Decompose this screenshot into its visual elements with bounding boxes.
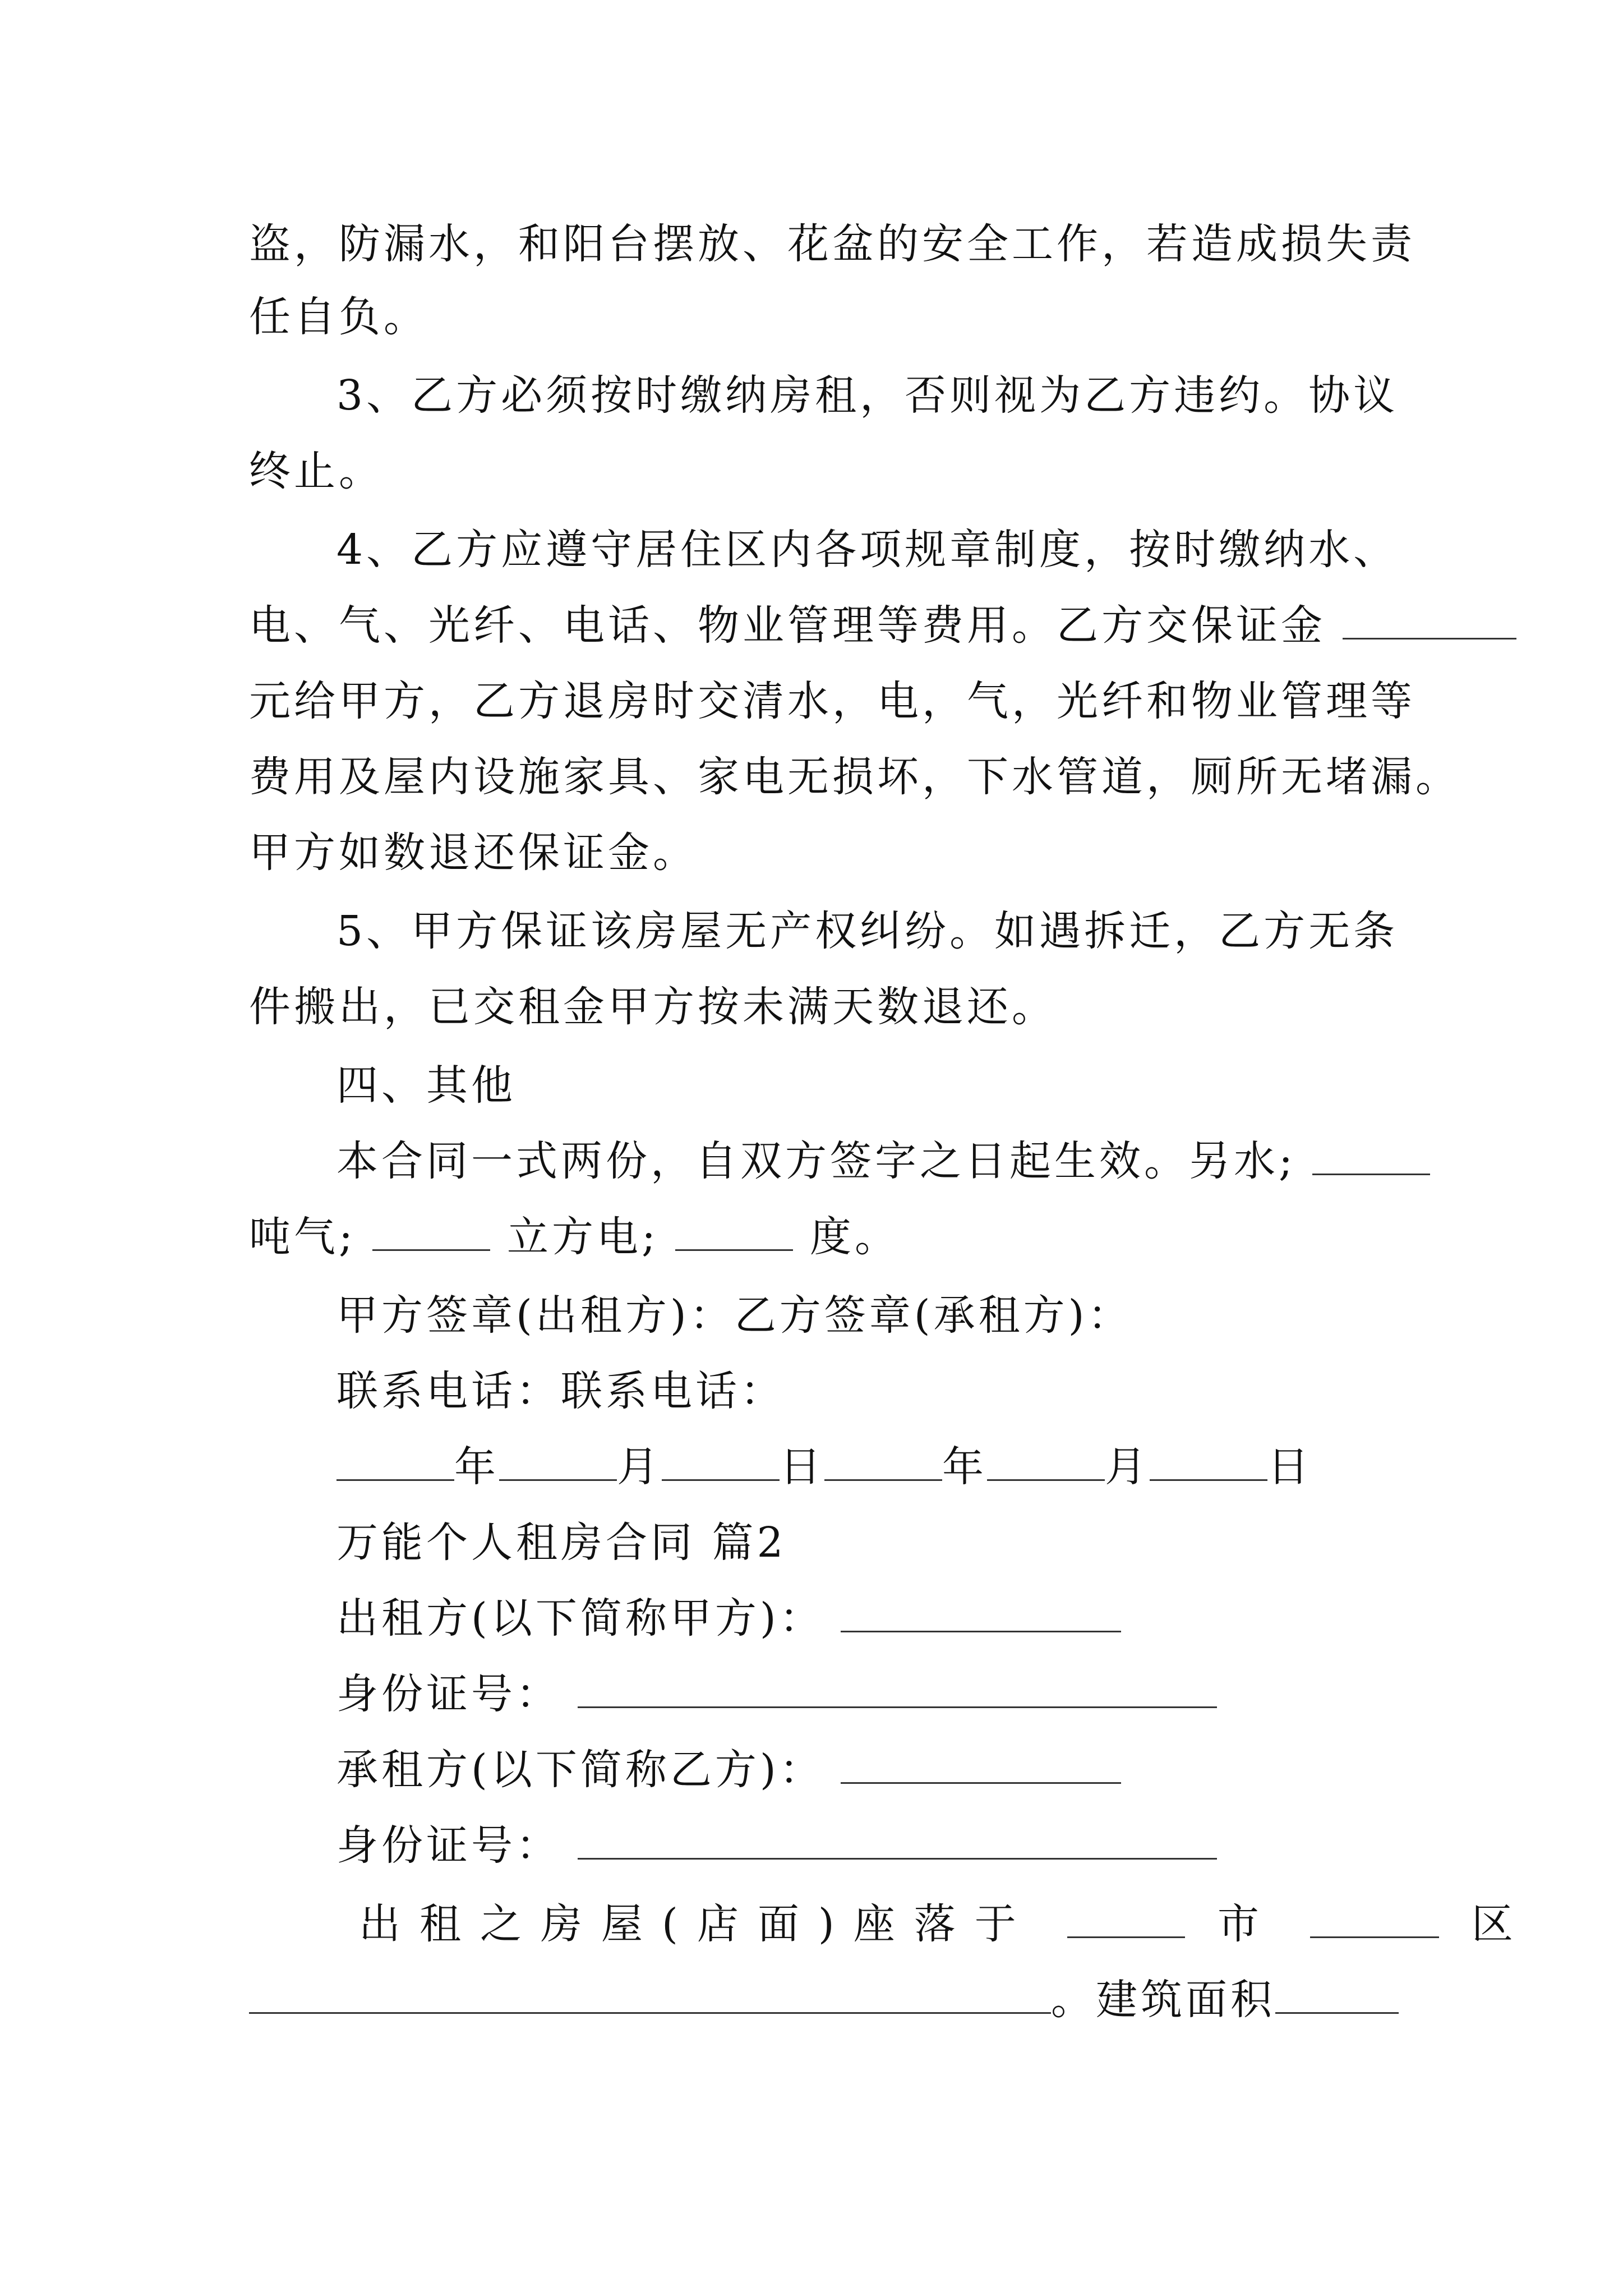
month-label: 月	[1105, 1443, 1150, 1491]
lessee-line	[336, 1739, 1475, 1801]
year-label: 年	[942, 1443, 987, 1491]
text: 。建筑面积	[1051, 1976, 1275, 2024]
water-reading-blank	[1312, 1137, 1430, 1175]
property-location-line-2	[249, 1969, 1387, 2031]
district-blank	[1310, 1899, 1439, 1938]
lessor-id-blank	[578, 1669, 1217, 1708]
text: 出租方(以下简称甲方)：	[336, 1594, 824, 1642]
address-blank	[249, 1975, 1051, 2014]
effective-clause-line-2	[249, 1206, 1387, 1268]
clause-4-line-3	[249, 670, 1415, 732]
clause-4-line-2	[249, 595, 1387, 656]
month-label: 月	[617, 1443, 662, 1491]
date-line	[336, 1436, 1475, 1498]
clause-4-line-4	[249, 746, 1460, 808]
clause-4-line-5	[249, 822, 1387, 884]
text: 件搬出，已交租金甲方按未满天数退还。	[249, 983, 1057, 1031]
effective-clause-line-1	[336, 1130, 1387, 1192]
text: 立方电;	[507, 1213, 659, 1261]
day-label: 日	[1267, 1443, 1312, 1491]
text: 度。	[810, 1213, 900, 1261]
day-blank	[1150, 1442, 1267, 1481]
year-label: 年	[454, 1443, 499, 1491]
month-blank	[499, 1442, 617, 1481]
lessee-id-line	[336, 1815, 1475, 1876]
text: 盗，防漏水，和阳台摆放、花盆的安全工作，若造成损失责	[249, 220, 1415, 268]
clause-5-line-1	[336, 900, 1399, 962]
property-location-line-1	[359, 1893, 1532, 1955]
text: 本合同一式两份，自双方签字之日起生效。另水;	[336, 1137, 1296, 1185]
lessor-name-blank	[841, 1594, 1121, 1632]
text: 终止。	[249, 447, 384, 495]
text: 身份证号：	[336, 1821, 561, 1870]
text: 甲方签章(出租方)：乙方签章(承租方)：	[336, 1291, 1133, 1340]
signature-line	[336, 1285, 1475, 1346]
year-blank	[336, 1442, 454, 1481]
paragraph-line	[249, 213, 1415, 275]
district-label: 区	[1471, 1900, 1532, 1948]
area-blank	[1275, 1975, 1399, 2014]
text: 4、乙方应遵守居住区内各项规章制度，按时缴纳水、	[336, 526, 1399, 574]
clause-4-line-1	[336, 519, 1399, 581]
month-blank	[987, 1442, 1105, 1481]
gas-reading-blank	[372, 1212, 490, 1251]
city-label: 市	[1217, 1900, 1278, 1948]
text: 联系电话：联系电话：	[336, 1367, 785, 1415]
text: 四、其他	[336, 1061, 516, 1110]
section-heading-other	[336, 1055, 1475, 1116]
lessee-id-blank	[578, 1821, 1217, 1860]
text: 元给甲方，乙方退房时交清水，电，气，光纤和物业管理等	[249, 677, 1415, 725]
clause-5-line-2	[249, 976, 1387, 1038]
text: 甲方如数退还保证金。	[249, 829, 698, 877]
electric-reading-blank	[675, 1212, 793, 1251]
clause-3-line-1	[336, 365, 1399, 426]
city-blank	[1067, 1899, 1185, 1938]
lessor-line	[336, 1588, 1475, 1649]
day-label: 日	[780, 1443, 824, 1491]
text: 任自负。	[249, 293, 428, 341]
paragraph-line	[249, 286, 1387, 348]
text: 万能个人租房合同 篇2	[336, 1519, 787, 1567]
text: 身份证号：	[336, 1670, 561, 1718]
deposit-amount-blank	[1343, 601, 1516, 639]
text: 3、乙方必须按时缴纳房租，否则视为乙方违约。协议	[336, 371, 1399, 420]
lessor-id-line	[336, 1663, 1475, 1725]
text: 电、气、光纤、电话、物业管理等费用。乙方交保证金	[249, 601, 1326, 650]
text: 出租之房屋(店面)座落于	[359, 1900, 1035, 1948]
lessee-name-blank	[841, 1745, 1121, 1784]
contract-2-title	[336, 1512, 1475, 1573]
clause-3-line-2	[249, 440, 1387, 502]
text: 吨气;	[249, 1213, 356, 1261]
text: 5、甲方保证该房屋无产权纠纷。如遇拆迁，乙方无条	[336, 907, 1399, 955]
text: 费用及屋内设施家具、家电无损坏，下水管道，厕所无堵漏。	[249, 753, 1460, 801]
text: 承租方(以下简称乙方)：	[336, 1746, 824, 1794]
day-blank	[662, 1442, 780, 1481]
phone-line	[336, 1360, 1475, 1422]
year-blank	[824, 1442, 942, 1481]
